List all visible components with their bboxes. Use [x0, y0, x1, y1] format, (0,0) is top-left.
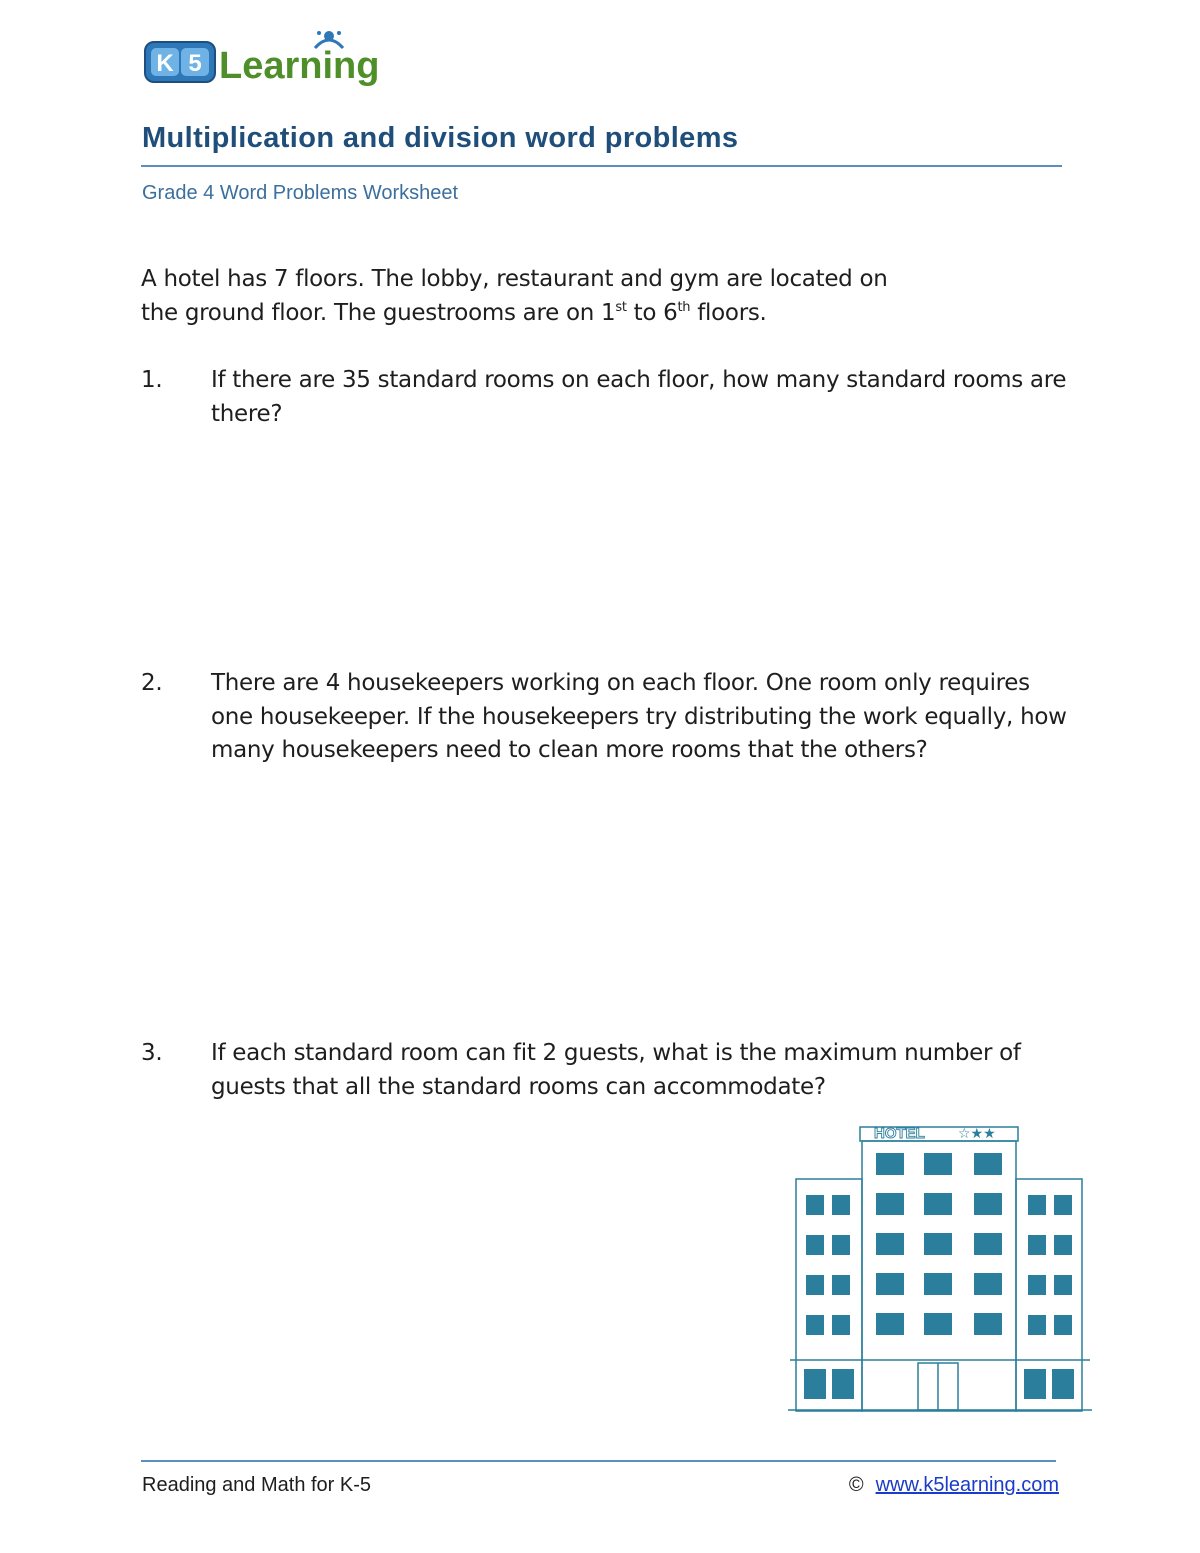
intro-text: the ground floor. The guestrooms are on 1 [141, 299, 616, 326]
svg-text:☆★★: ☆★★ [958, 1126, 996, 1142]
question-text: If each standard room can fit 2 guests, what is the maximum number of guests that all the standard rooms can accommodate? [211, 1040, 1021, 1100]
page-title: Multiplication and division word problems [142, 122, 739, 154]
intro-paragraph [141, 263, 1071, 330]
question-number: 3. [141, 1040, 163, 1066]
question-number: 1. [141, 367, 163, 393]
copyright-symbol: © [848, 1474, 864, 1496]
question-text: If there are 35 standard rooms on each floor, how many standard rooms are there? [211, 367, 1067, 427]
intro-line-2 [141, 297, 1071, 331]
question-text: There are 4 housekeepers working on each floor. One room only requires one housekeeper. If the housekeepers try distributing the work equally, how many housekeepers need to clean more rooms that the others? [211, 670, 1067, 763]
svg-text:5: 5 [188, 50, 202, 77]
ordinal-suffix: th [677, 299, 691, 315]
title-divider [141, 165, 1062, 167]
intro-text: floors. [690, 299, 767, 326]
k5-learning-logo [143, 28, 403, 90]
website-link[interactable]: www.k5learning.com [875, 1474, 1059, 1496]
intro-line-1: A hotel has 7 floors. The lobby, restaurant and gym are located on [141, 266, 888, 292]
footer-divider [141, 1460, 1056, 1462]
hotel-building-icon [782, 1105, 1098, 1415]
svg-text:HOTEL: HOTEL [874, 1125, 925, 1142]
footer-copyright [849, 1474, 1059, 1497]
page-subtitle: Grade 4 Word Problems Worksheet [142, 182, 459, 204]
svg-text:Learning: Learning [219, 45, 380, 87]
question-number: 2. [141, 670, 163, 696]
ordinal-suffix: st [615, 299, 627, 315]
svg-text:K: K [156, 50, 174, 77]
footer-tagline: Reading and Math for K-5 [142, 1474, 372, 1496]
intro-text: to 6 [626, 299, 678, 326]
